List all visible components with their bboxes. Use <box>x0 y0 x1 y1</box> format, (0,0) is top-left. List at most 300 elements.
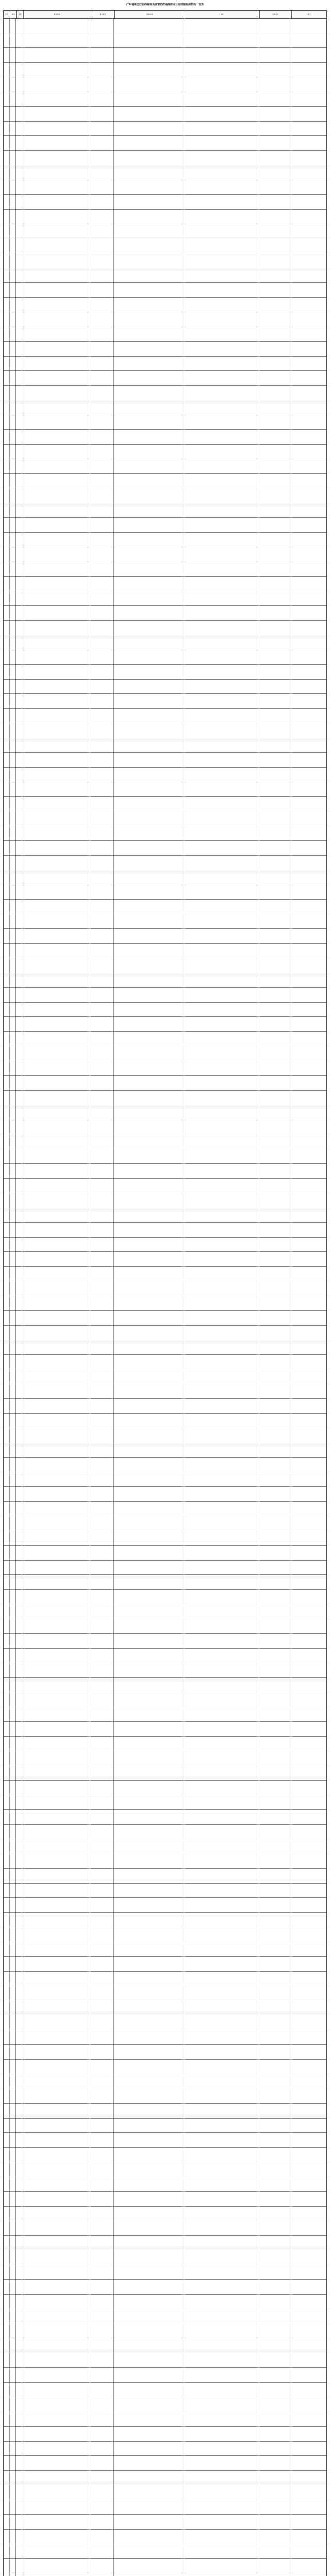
table-cell <box>16 430 22 444</box>
table-cell <box>22 1355 90 1369</box>
table-cell <box>22 958 90 973</box>
table-cell <box>114 2015 184 2030</box>
table-cell <box>291 2368 326 2382</box>
table-cell <box>16 1355 22 1369</box>
table-cell <box>291 1561 326 1575</box>
table-cell <box>16 298 22 312</box>
table-cell <box>291 371 326 385</box>
table-row <box>4 2104 326 2119</box>
table-cell <box>259 1502 291 1516</box>
table-cell <box>184 2544 259 2558</box>
table-cell <box>291 1737 326 1751</box>
table-row <box>4 77 326 92</box>
table-cell <box>90 2060 114 2074</box>
table-cell <box>16 2089 22 2104</box>
table-cell <box>10 342 16 356</box>
table-cell <box>10 518 16 532</box>
table-cell <box>90 1766 114 1781</box>
table-row <box>4 1252 326 1267</box>
table-cell <box>184 1502 259 1516</box>
table-cell <box>259 694 291 708</box>
table-cell <box>90 224 114 239</box>
table-cell <box>4 1825 10 1839</box>
table-cell <box>10 973 16 988</box>
table-cell <box>114 1326 184 1340</box>
table-cell <box>16 826 22 841</box>
table-row <box>4 2221 326 2236</box>
table-cell <box>4 488 10 503</box>
table-cell <box>259 2250 291 2265</box>
table-cell <box>16 1296 22 1311</box>
table-cell <box>291 2456 326 2470</box>
header-cell: 序号 <box>4 11 10 18</box>
table-cell <box>16 988 22 1002</box>
table-cell <box>184 1061 259 1076</box>
table-cell <box>22 1223 90 1237</box>
table-cell <box>90 1296 114 1311</box>
table-row <box>4 988 326 1003</box>
table-cell <box>291 1942 326 1957</box>
table-cell <box>114 753 184 767</box>
table-row <box>4 2177 326 2192</box>
table-cell <box>291 709 326 723</box>
table-cell <box>22 253 90 268</box>
table-cell <box>16 2104 22 2118</box>
header-cell: 机构名称 <box>24 11 91 18</box>
table-cell <box>4 1884 10 1898</box>
table-cell <box>90 195 114 209</box>
table-row <box>4 1164 326 1179</box>
table-cell <box>16 2353 22 2368</box>
table-cell <box>259 1003 291 1017</box>
table-cell <box>22 1810 90 1824</box>
table-cell <box>22 503 90 518</box>
table-cell <box>22 944 90 958</box>
table-cell <box>90 680 114 694</box>
table-cell <box>10 2442 16 2456</box>
table-row <box>4 268 326 283</box>
table-cell <box>10 2397 16 2412</box>
table-cell <box>291 1134 326 1149</box>
table-cell <box>259 1927 291 1942</box>
table-row <box>4 1942 326 1957</box>
table-cell <box>4 2456 10 2470</box>
table-cell <box>10 1707 16 1722</box>
table-cell <box>114 268 184 283</box>
table-cell <box>16 180 22 195</box>
table-cell <box>184 1663 259 1677</box>
table-cell <box>259 1737 291 1751</box>
table-cell <box>90 1502 114 1516</box>
table-cell <box>4 1340 10 1354</box>
table-cell <box>4 2045 10 2059</box>
table-cell <box>114 165 184 180</box>
table-cell <box>259 577 291 591</box>
table-cell <box>291 929 326 943</box>
table-cell <box>4 1355 10 1369</box>
table-cell <box>22 1487 90 1501</box>
table-cell <box>4 239 10 253</box>
table-cell <box>22 1311 90 1325</box>
table-cell <box>114 1091 184 1105</box>
table-row <box>4 2544 326 2559</box>
table-cell <box>259 1663 291 1677</box>
table-cell <box>16 958 22 973</box>
table-cell <box>259 1076 291 1090</box>
table-cell <box>259 1649 291 1663</box>
table-cell <box>184 107 259 121</box>
table-cell <box>10 650 16 665</box>
table-cell <box>10 680 16 694</box>
table-cell <box>291 562 326 577</box>
table-cell <box>114 415 184 430</box>
table-cell <box>184 782 259 796</box>
table-cell <box>16 1105 22 1120</box>
table-row <box>4 1678 326 1693</box>
table-cell <box>291 2001 326 2015</box>
table-cell <box>16 312 22 327</box>
table-cell <box>114 136 184 150</box>
table-cell <box>22 1502 90 1516</box>
table-cell <box>16 2001 22 2015</box>
table-cell <box>184 2280 259 2294</box>
table-cell <box>90 782 114 796</box>
table-cell <box>114 195 184 209</box>
table-row <box>4 1134 326 1149</box>
table-cell <box>10 151 16 165</box>
table-cell <box>259 1972 291 1986</box>
table-cell <box>10 2104 16 2118</box>
table-cell <box>16 386 22 400</box>
table-row <box>4 1369 326 1384</box>
table-cell <box>291 2324 326 2338</box>
table-cell <box>4 870 10 885</box>
table-cell <box>4 1781 10 1795</box>
table-cell <box>22 2573 90 2576</box>
table-cell <box>22 1766 90 1781</box>
table-row <box>4 2500 326 2515</box>
table-cell <box>4 1472 10 1487</box>
table-cell <box>90 2427 114 2441</box>
table-cell <box>16 1134 22 1149</box>
table-cell <box>90 1531 114 1546</box>
table-cell <box>4 723 10 738</box>
table-cell <box>16 1384 22 1399</box>
table-cell <box>10 900 16 914</box>
table-cell <box>90 709 114 723</box>
table-cell <box>4 1766 10 1781</box>
table-cell <box>10 1766 16 1781</box>
table-cell <box>16 621 22 635</box>
table-cell <box>4 1546 10 1560</box>
table-cell <box>4 885 10 900</box>
table-cell <box>114 562 184 577</box>
table-row <box>4 1311 326 1326</box>
table-cell <box>90 2412 114 2427</box>
table-cell <box>114 503 184 518</box>
table-row <box>4 1707 326 1722</box>
table-cell <box>4 2353 10 2368</box>
table-cell <box>90 2250 114 2265</box>
table-cell <box>90 474 114 488</box>
table-cell <box>16 1120 22 1134</box>
table-cell <box>16 1369 22 1384</box>
table-cell <box>10 2353 16 2368</box>
table-cell <box>184 1443 259 1458</box>
table-cell <box>184 1913 259 1927</box>
table-cell <box>16 1076 22 1090</box>
table-cell <box>291 1884 326 1898</box>
table-cell <box>90 1619 114 1634</box>
table-row <box>4 180 326 195</box>
table-cell <box>16 503 22 518</box>
table-cell <box>184 136 259 150</box>
table-cell <box>90 914 114 929</box>
table-cell <box>10 856 16 870</box>
table-cell <box>10 1443 16 1458</box>
table-cell <box>4 1105 10 1120</box>
table-cell <box>259 1384 291 1399</box>
table-cell <box>10 1017 16 1031</box>
table-cell <box>291 210 326 224</box>
table-row <box>4 856 326 871</box>
table-cell <box>16 1443 22 1458</box>
table-row <box>4 1766 326 1781</box>
table-cell <box>22 973 90 988</box>
table-cell <box>22 2133 90 2147</box>
table-cell <box>291 2119 326 2133</box>
table-cell <box>184 92 259 107</box>
table-cell <box>114 2074 184 2089</box>
table-cell <box>22 327 90 342</box>
table-cell <box>16 885 22 900</box>
table-row <box>4 723 326 738</box>
table-cell <box>90 210 114 224</box>
table-cell <box>114 180 184 195</box>
table-row <box>4 1972 326 1987</box>
table-row <box>4 518 326 533</box>
table-cell <box>184 2089 259 2104</box>
table-cell <box>259 1986 291 2001</box>
table-cell <box>291 973 326 988</box>
table-cell <box>10 1913 16 1927</box>
table-cell <box>90 1810 114 1824</box>
table-cell <box>90 2324 114 2338</box>
table-cell <box>4 533 10 547</box>
table-cell <box>114 2412 184 2427</box>
table-cell <box>259 1766 291 1781</box>
table-cell <box>90 1795 114 1810</box>
table-cell <box>10 2573 16 2576</box>
table-cell <box>259 738 291 753</box>
table-cell <box>291 2207 326 2221</box>
table-cell <box>22 1957 90 1971</box>
table-row <box>4 2192 326 2207</box>
table-cell <box>16 1604 22 1619</box>
table-cell <box>22 2427 90 2441</box>
table-cell <box>114 782 184 796</box>
table-cell <box>22 885 90 900</box>
table-cell <box>184 914 259 929</box>
table-cell <box>22 782 90 796</box>
table-cell <box>4 268 10 283</box>
table-cell <box>16 2471 22 2485</box>
table-cell <box>184 2295 259 2309</box>
table-cell <box>16 1046 22 1061</box>
table-cell <box>4 327 10 342</box>
table-cell <box>259 547 291 562</box>
table-cell <box>16 2207 22 2221</box>
table-cell <box>22 1663 90 1677</box>
table-cell <box>259 2309 291 2324</box>
table-cell <box>184 1781 259 1795</box>
table-row <box>4 2265 326 2280</box>
table-cell <box>259 195 291 209</box>
table-cell <box>184 1810 259 1824</box>
table-cell <box>22 1193 90 1208</box>
table-cell <box>259 1781 291 1795</box>
table-cell <box>90 1179 114 1193</box>
table-cell <box>114 1722 184 1736</box>
table-cell <box>10 1091 16 1105</box>
table-cell <box>291 1869 326 1883</box>
table-cell <box>22 797 90 811</box>
table-cell <box>259 841 291 855</box>
table-row <box>4 635 326 650</box>
table-cell <box>259 914 291 929</box>
table-cell <box>90 2397 114 2412</box>
table-cell <box>114 1399 184 1413</box>
table-cell <box>184 709 259 723</box>
table-cell <box>22 1149 90 1164</box>
table-cell <box>90 1120 114 1134</box>
table-cell <box>90 723 114 738</box>
table-cell <box>10 2236 16 2250</box>
table-row <box>4 2427 326 2442</box>
table-cell <box>4 591 10 606</box>
table-cell <box>291 2236 326 2250</box>
table-cell <box>16 92 22 107</box>
table-cell <box>90 1707 114 1722</box>
table-cell <box>10 2221 16 2235</box>
table-cell <box>4 1003 10 1017</box>
table-cell <box>291 900 326 914</box>
table-cell <box>4 180 10 195</box>
table-cell <box>10 797 16 811</box>
table-cell <box>22 2309 90 2324</box>
table-cell <box>90 2192 114 2206</box>
table-cell <box>22 2456 90 2470</box>
table-row <box>4 973 326 988</box>
table-cell <box>16 2236 22 2250</box>
table-cell <box>291 1091 326 1105</box>
table-cell <box>16 19 22 33</box>
table-cell <box>16 1546 22 1560</box>
table-cell <box>291 1223 326 1237</box>
table-cell <box>22 533 90 547</box>
table-row <box>4 2250 326 2265</box>
table-cell <box>259 1634 291 1648</box>
table-cell <box>16 2383 22 2397</box>
table-row <box>4 914 326 929</box>
table-cell <box>4 1369 10 1384</box>
table-cell <box>10 180 16 195</box>
table-cell <box>291 1546 326 1560</box>
table-cell <box>291 1061 326 1076</box>
table-cell <box>291 988 326 1002</box>
table-row <box>4 547 326 562</box>
table-row <box>4 1267 326 1282</box>
table-cell <box>114 2192 184 2206</box>
table-cell <box>16 224 22 239</box>
table-cell <box>291 1076 326 1090</box>
table-cell <box>4 1384 10 1399</box>
table-cell <box>10 1854 16 1869</box>
table-cell <box>184 1281 259 1296</box>
table-cell <box>259 1531 291 1546</box>
table-cell <box>114 914 184 929</box>
table-cell <box>291 1032 326 1046</box>
table-cell <box>184 2177 259 2192</box>
table-cell <box>114 2544 184 2558</box>
table-cell <box>114 2295 184 2309</box>
table-cell <box>184 357 259 371</box>
table-cell <box>22 650 90 665</box>
table-cell <box>10 165 16 180</box>
table-cell <box>16 1590 22 1604</box>
table-cell <box>4 2427 10 2441</box>
table-cell <box>90 1972 114 1986</box>
table-cell <box>16 1531 22 1546</box>
table-cell <box>16 33 22 48</box>
table-cell <box>259 1575 291 1589</box>
table-cell <box>184 2236 259 2250</box>
table-cell <box>291 2530 326 2544</box>
table-row <box>4 1076 326 1091</box>
table-cell <box>114 1942 184 1957</box>
table-cell <box>291 165 326 180</box>
table-cell <box>259 2089 291 2104</box>
table-row <box>4 1046 326 1061</box>
table-cell <box>16 2015 22 2030</box>
table-cell <box>184 1267 259 1281</box>
table-cell <box>259 2221 291 2235</box>
table-cell <box>184 77 259 92</box>
table-cell <box>184 1942 259 1957</box>
table-cell <box>22 2338 90 2353</box>
table-cell <box>90 665 114 679</box>
table-cell <box>259 63 291 77</box>
table-row <box>4 1854 326 1869</box>
table-cell <box>10 1678 16 1692</box>
table-cell <box>10 268 16 283</box>
table-cell <box>184 210 259 224</box>
table-cell <box>184 1751 259 1766</box>
table-cell <box>90 533 114 547</box>
table-cell <box>4 1590 10 1604</box>
table-cell <box>291 885 326 900</box>
table-row <box>4 1516 326 1531</box>
table-cell <box>114 547 184 562</box>
table-cell <box>114 577 184 591</box>
table-cell <box>10 445 16 459</box>
table-row <box>4 900 326 914</box>
table-cell <box>10 1884 16 1898</box>
table-cell <box>184 2060 259 2074</box>
table-cell <box>4 1223 10 1237</box>
table-cell <box>291 1781 326 1795</box>
table-cell <box>16 1884 22 1898</box>
